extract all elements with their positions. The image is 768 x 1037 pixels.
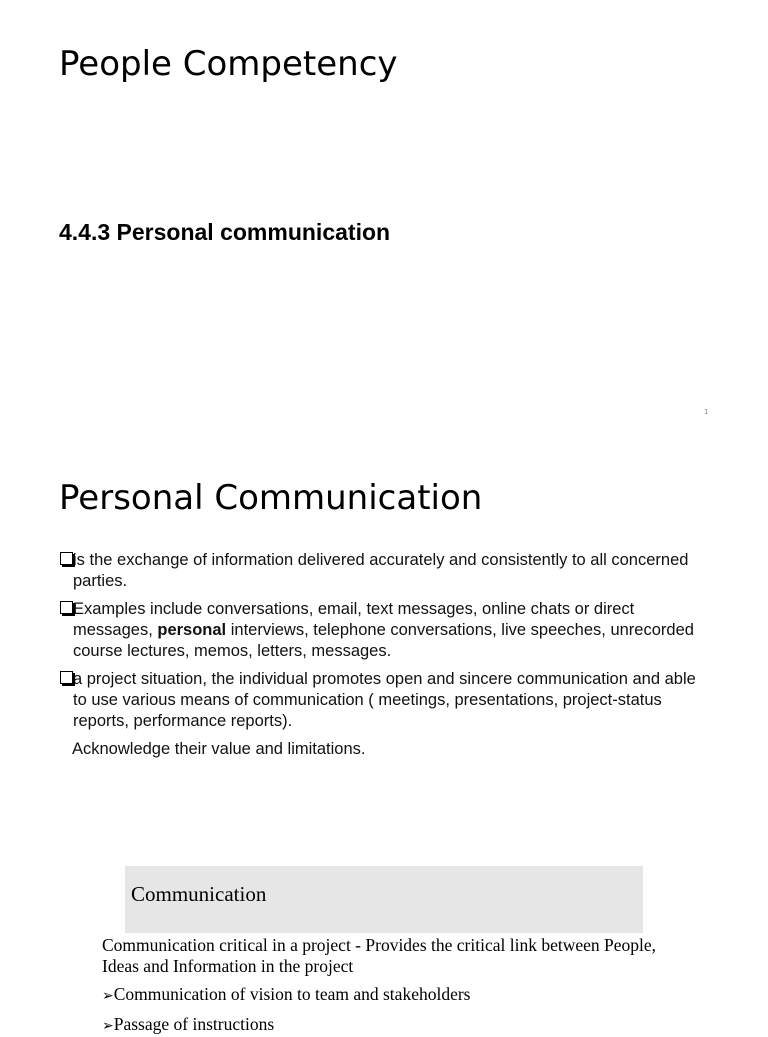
arrow-bullet-icon: ➢ — [102, 988, 114, 1004]
bullet-text — [73, 599, 699, 662]
list-item — [59, 669, 699, 732]
bullet-text-before: Examples include conversations, email, text messages, online chats or direct messages, — [73, 600, 635, 639]
bullet-text-after: interviews, telephone conversations, live speeches, unrecorded course lectures, memos, letters, messages. — [73, 621, 694, 660]
list-item-text: Communication of vision to team and stakeholders — [113, 984, 471, 1004]
list-item-text: Passage of instructions — [113, 1014, 275, 1034]
slide-1 — [0, 0, 768, 430]
callout-box — [125, 866, 643, 933]
callout-title: Communication — [131, 882, 267, 906]
checkbox-icon — [60, 552, 73, 565]
slide-1-title: People Competency — [59, 44, 398, 84]
list-item — [59, 550, 699, 592]
bullet-text-bold: personal — [157, 621, 227, 639]
slide-2-title: Personal Communication — [59, 478, 483, 518]
checkbox-icon — [60, 671, 73, 684]
bullet-text: a project situation, the individual promotes open and sincere communication and able to use various means of communication ( meetings, presentations, project-status reports, performance reports). — [73, 670, 696, 730]
bullet-text: is the exchange of information delivered accurately and consistently to all concerned parties. — [73, 551, 689, 590]
intro-text: Communication critical in a project - Provides the critical link between People, Ideas and Information in the project — [102, 935, 657, 976]
page-number: 1 — [704, 408, 709, 416]
arrow-bullet-icon: ➢ — [102, 1018, 114, 1034]
list-item — [59, 599, 699, 662]
slide-1-subtitle: 4.4.3 Personal communication — [59, 219, 391, 245]
bullet-list — [59, 550, 699, 760]
list-item — [102, 984, 682, 1007]
list-item — [102, 1014, 682, 1037]
checkbox-icon — [60, 601, 73, 614]
plain-line: Acknowledge their value and limitations. — [72, 740, 366, 758]
slide-3-body — [102, 935, 682, 1037]
